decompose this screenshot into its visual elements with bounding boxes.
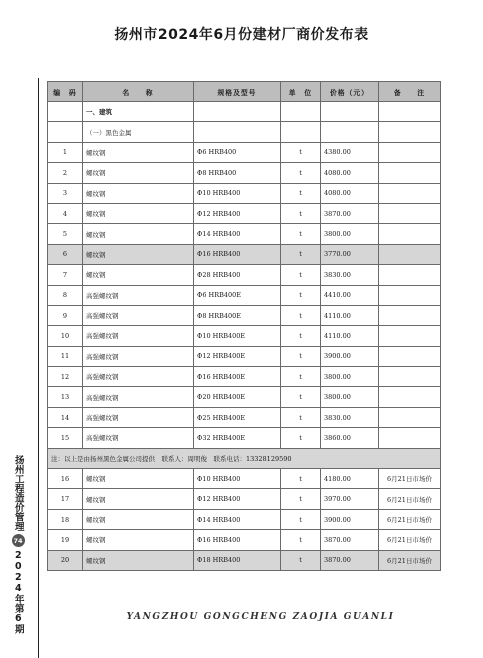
cell-spec: Φ14 HRB400 xyxy=(194,224,281,244)
cell-no: 5 xyxy=(48,224,83,244)
table-row xyxy=(48,346,441,366)
cell-price: 4080.00 xyxy=(321,183,379,203)
cell-unit: t xyxy=(281,305,321,325)
cell-unit: t xyxy=(281,550,321,570)
cell-unit: t xyxy=(281,469,321,489)
cell-spec: Φ8 HRB400 xyxy=(194,163,281,183)
journal-name: 扬州工程造价管理 xyxy=(12,455,24,531)
cell-no: 18 xyxy=(48,509,83,529)
cell-note xyxy=(379,183,441,203)
table-row xyxy=(48,305,441,325)
cell-unit: t xyxy=(281,203,321,223)
table-row xyxy=(48,367,441,387)
issue-label: 2024年第6期 xyxy=(12,550,24,634)
supplier-note: 注：以上是由扬州黑色金属公司提供 联系人：周明俊 联系电话：13328129590 xyxy=(48,448,441,468)
cell-note xyxy=(379,326,441,346)
cell-name: 螺纹钢 xyxy=(83,489,194,509)
cell-spec: Φ16 HRB400 xyxy=(194,530,281,550)
cell-name: 螺纹钢 xyxy=(83,550,194,570)
cell-name: 螺纹钢 xyxy=(83,224,194,244)
cell-name: 高强螺纹钢 xyxy=(83,367,194,387)
cell-price: 4180.00 xyxy=(321,469,379,489)
cell-spec: Φ12 HRB400 xyxy=(194,489,281,509)
cell-unit: t xyxy=(281,285,321,305)
price-rows-group-b xyxy=(48,469,441,571)
cell-name: 高强螺纹钢 xyxy=(83,407,194,427)
table-row xyxy=(48,326,441,346)
cell-price: 3900.00 xyxy=(321,346,379,366)
cell-note xyxy=(379,203,441,223)
cell-price: 4110.00 xyxy=(321,305,379,325)
cell-name: 高强螺纹钢 xyxy=(83,387,194,407)
supplier-note-row xyxy=(48,448,441,468)
cell-price: 3870.00 xyxy=(321,530,379,550)
cell-unit: t xyxy=(281,387,321,407)
left-margin-rule xyxy=(38,78,39,658)
header-no: 编 码 xyxy=(48,82,83,102)
header-name: 名 称 xyxy=(83,82,194,102)
cell-price: 3800.00 xyxy=(321,224,379,244)
price-table xyxy=(47,81,441,571)
cell-note xyxy=(379,224,441,244)
cell-spec: Φ28 HRB400 xyxy=(194,265,281,285)
subsection-label: （一）黑色金属 xyxy=(83,122,194,142)
cell-no: 16 xyxy=(48,469,83,489)
cell-no: 8 xyxy=(48,285,83,305)
cell-name: 高强螺纹钢 xyxy=(83,285,194,305)
cell-price: 3870.00 xyxy=(321,203,379,223)
cell-unit: t xyxy=(281,224,321,244)
cell-spec: Φ18 HRB400 xyxy=(194,550,281,570)
table-row xyxy=(48,183,441,203)
cell-unit: t xyxy=(281,326,321,346)
cell-unit: t xyxy=(281,142,321,162)
cell-price: 4380.00 xyxy=(321,142,379,162)
cell-no: 1 xyxy=(48,142,83,162)
cell-no: 19 xyxy=(48,530,83,550)
table-row xyxy=(48,387,441,407)
cell-name: 螺纹钢 xyxy=(83,163,194,183)
cell-unit: t xyxy=(281,346,321,366)
cell-spec: Φ6 HRB400 xyxy=(194,142,281,162)
cell-unit: t xyxy=(281,530,321,550)
cell-note xyxy=(379,163,441,183)
cell-note xyxy=(379,346,441,366)
section-label: 一、建筑 xyxy=(83,102,194,122)
cell-price: 3830.00 xyxy=(321,407,379,427)
cell-price: 3860.00 xyxy=(321,428,379,448)
cell-no: 3 xyxy=(48,183,83,203)
section-row xyxy=(48,102,441,122)
table-row xyxy=(48,203,441,223)
cell-note xyxy=(379,244,441,264)
cell-no: 14 xyxy=(48,407,83,427)
cell-spec: Φ12 HRB400E xyxy=(194,346,281,366)
cell-unit: t xyxy=(281,183,321,203)
cell-spec: Φ25 HRB400E xyxy=(194,407,281,427)
table-row xyxy=(48,550,441,570)
cell-price: 4080.00 xyxy=(321,163,379,183)
cell-unit: t xyxy=(281,509,321,529)
table-row xyxy=(48,509,441,529)
cell-spec: Φ10 HRB400E xyxy=(194,326,281,346)
table-row xyxy=(48,407,441,427)
cell-spec: Φ16 HRB400 xyxy=(194,244,281,264)
cell-price: 3800.00 xyxy=(321,387,379,407)
table-row xyxy=(48,244,441,264)
cell-note xyxy=(379,428,441,448)
cell-price: 4410.00 xyxy=(321,285,379,305)
cell-price: 4110.00 xyxy=(321,326,379,346)
cell-name: 螺纹钢 xyxy=(83,244,194,264)
cell-spec: Φ12 HRB400 xyxy=(194,203,281,223)
cell-note xyxy=(379,142,441,162)
cell-no: 2 xyxy=(48,163,83,183)
cell-spec: Φ14 HRB400 xyxy=(194,509,281,529)
cell-unit: t xyxy=(281,265,321,285)
cell-name: 高强螺纹钢 xyxy=(83,326,194,346)
header-note: 备 注 xyxy=(379,82,441,102)
cell-note xyxy=(379,305,441,325)
cell-spec: Φ16 HRB400E xyxy=(194,367,281,387)
table-row xyxy=(48,469,441,489)
cell-spec: Φ10 HRB400 xyxy=(194,469,281,489)
cell-note xyxy=(379,265,441,285)
cell-no: 4 xyxy=(48,203,83,223)
cell-note xyxy=(379,387,441,407)
cell-name: 螺纹钢 xyxy=(83,142,194,162)
table-row xyxy=(48,142,441,162)
cell-price: 3830.00 xyxy=(321,265,379,285)
cell-name: 高强螺纹钢 xyxy=(83,346,194,366)
table-row xyxy=(48,489,441,509)
cell-spec: Φ8 HRB400E xyxy=(194,305,281,325)
cell-price: 3800.00 xyxy=(321,367,379,387)
cell-spec: Φ32 HRB400E xyxy=(194,428,281,448)
table-header-row xyxy=(48,82,441,102)
table-row xyxy=(48,530,441,550)
journal-sidebar xyxy=(7,455,29,634)
cell-unit: t xyxy=(281,244,321,264)
cell-name: 螺纹钢 xyxy=(83,183,194,203)
cell-unit: t xyxy=(281,407,321,427)
cell-no: 9 xyxy=(48,305,83,325)
cell-name: 高强螺纹钢 xyxy=(83,428,194,448)
cell-name: 螺纹钢 xyxy=(83,203,194,223)
cell-spec: Φ10 HRB400 xyxy=(194,183,281,203)
cell-spec: Φ20 HRB400E xyxy=(194,387,281,407)
cell-unit: t xyxy=(281,163,321,183)
table-row xyxy=(48,285,441,305)
cell-name: 高强螺纹钢 xyxy=(83,305,194,325)
subsection-row xyxy=(48,122,441,142)
cell-note xyxy=(379,407,441,427)
table-row xyxy=(48,265,441,285)
header-spec: 规格及型号 xyxy=(194,82,281,102)
cell-note xyxy=(379,285,441,305)
page-number-badge: 74 xyxy=(12,534,25,547)
cell-name: 螺纹钢 xyxy=(83,530,194,550)
cell-spec: Φ6 HRB400E xyxy=(194,285,281,305)
header-unit: 单 位 xyxy=(281,82,321,102)
cell-note: 6月21日市场价 xyxy=(379,469,441,489)
cell-price: 3870.00 xyxy=(321,550,379,570)
cell-name: 螺纹钢 xyxy=(83,265,194,285)
cell-unit: t xyxy=(281,489,321,509)
cell-no: 10 xyxy=(48,326,83,346)
header-price: 价格（元） xyxy=(321,82,379,102)
table-row xyxy=(48,428,441,448)
cell-unit: t xyxy=(281,367,321,387)
cell-no: 11 xyxy=(48,346,83,366)
cell-unit: t xyxy=(281,428,321,448)
journal-footer: YANGZHOU GONGCHENG ZAOJIA GUANLI xyxy=(126,612,395,622)
cell-note: 6月21日市场价 xyxy=(379,530,441,550)
cell-no: 17 xyxy=(48,489,83,509)
cell-no: 6 xyxy=(48,244,83,264)
cell-no: 20 xyxy=(48,550,83,570)
cell-no: 15 xyxy=(48,428,83,448)
cell-name: 螺纹钢 xyxy=(83,509,194,529)
cell-note: 6月21日市场价 xyxy=(379,509,441,529)
cell-price: 3900.00 xyxy=(321,509,379,529)
price-rows-group-a xyxy=(48,142,441,448)
cell-price: 3770.00 xyxy=(321,244,379,264)
cell-note xyxy=(379,367,441,387)
cell-name: 螺纹钢 xyxy=(83,469,194,489)
table-row xyxy=(48,224,441,244)
cell-no: 7 xyxy=(48,265,83,285)
page-title: 扬州市2024年6月份建材厂商价发布表 xyxy=(114,27,369,43)
cell-note: 6月21日市场价 xyxy=(379,550,441,570)
cell-price: 3970.00 xyxy=(321,489,379,509)
table-row xyxy=(48,163,441,183)
cell-note: 6月21日市场价 xyxy=(379,489,441,509)
cell-no: 12 xyxy=(48,367,83,387)
cell-no: 13 xyxy=(48,387,83,407)
